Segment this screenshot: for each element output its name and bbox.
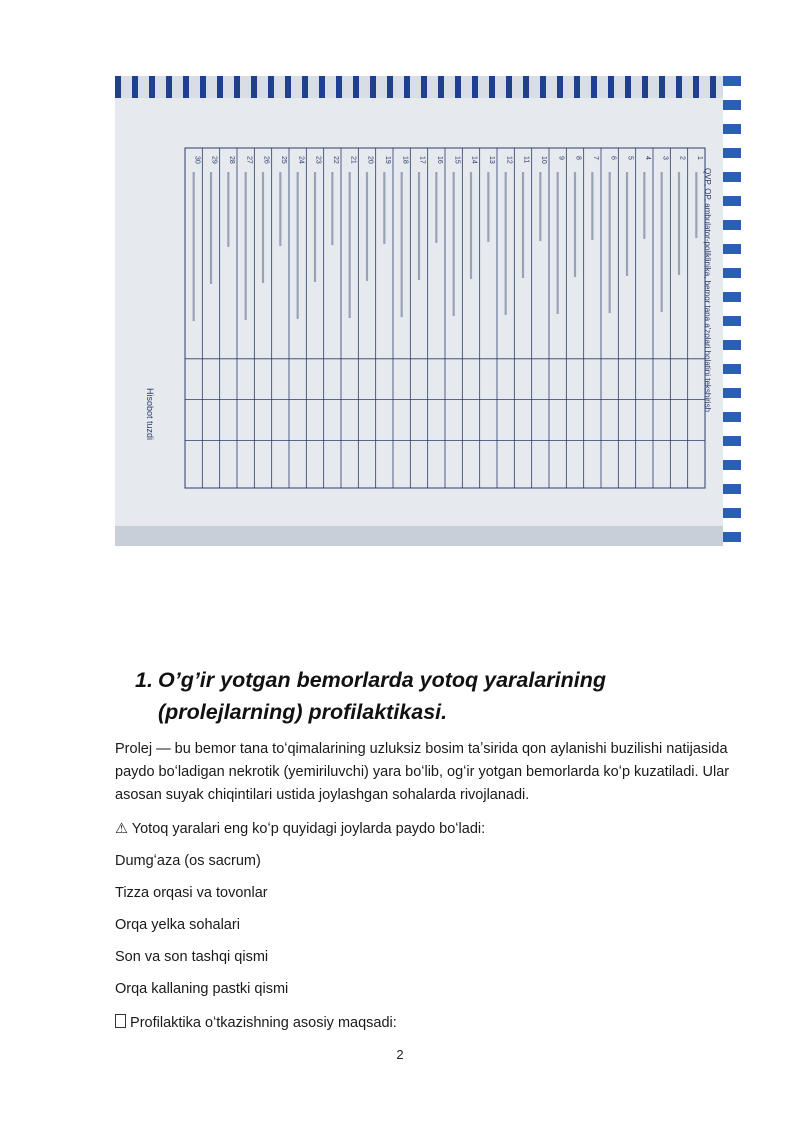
table-row-number: 20 bbox=[366, 156, 374, 164]
table-row-number: 27 bbox=[245, 156, 253, 164]
location-item: Tizza orqasi va tovonlar bbox=[115, 885, 268, 901]
heading-line-1: O’g’ir yotgan bemorlarda yotoq yaralarining bbox=[158, 668, 607, 692]
table-row-number: 8 bbox=[574, 156, 582, 160]
table-row-number: 28 bbox=[228, 156, 236, 164]
table-row-number: 10 bbox=[540, 156, 548, 164]
table-row-number: 7 bbox=[592, 156, 600, 160]
sheet-title: QVP, OP, ambulator-poliklinika, bemor tana a'zolari holatini tekshirish bbox=[703, 168, 712, 413]
table-row-number: 24 bbox=[297, 156, 305, 164]
table-row-number: 16 bbox=[436, 156, 444, 164]
notebook-paper bbox=[115, 96, 723, 526]
heading-line-2: (prolejlarning) profilaktikasi. bbox=[158, 700, 448, 724]
warning-line bbox=[115, 819, 485, 839]
table-row-number: 26 bbox=[262, 156, 270, 164]
table-row-number: 30 bbox=[193, 156, 201, 164]
heading-number: 1. bbox=[135, 668, 153, 692]
table-row-number: 29 bbox=[210, 156, 218, 164]
checklist-table bbox=[125, 108, 715, 513]
spiral-binding bbox=[115, 76, 723, 98]
warning-text: Yotoq yaralari eng koʻp quyidagi joylarda paydo boʻladi: bbox=[131, 821, 486, 837]
table-row-number: 12 bbox=[505, 156, 513, 164]
table-row-number: 13 bbox=[488, 156, 496, 164]
intro-paragraph: Prolej — bu bemor tana toʻqimalarining uzluksiz bosim taʼsirida qon aylanishi buzilishi natijasida paydo boʻladigan nekrotik (yemiriluvchi) yara boʻlib, ogʻir yotgan bemorlarda koʻp kuzatiladi. Ular asosan suyak chiqintilari ustida joylashgan sohalarda rivojlanadi. bbox=[115, 741, 730, 803]
page-number: 2 bbox=[396, 1047, 404, 1062]
table-row-number: 18 bbox=[401, 156, 409, 164]
table-row-number: 1 bbox=[696, 156, 704, 160]
section-heading bbox=[135, 664, 735, 728]
location-item: Dumgʻaza (os sacrum) bbox=[115, 853, 261, 869]
table-row-number: 21 bbox=[349, 156, 357, 164]
location-item: Son va son tashqi qismi bbox=[115, 949, 269, 965]
goal-text: Profilaktika oʻtkazishning asosiy maqsadi: bbox=[130, 1015, 397, 1031]
table-row-number: 14 bbox=[470, 156, 478, 164]
warning-icon: ⚠ bbox=[115, 821, 128, 837]
page-edge bbox=[723, 76, 741, 546]
table-row-number: 15 bbox=[453, 156, 461, 164]
table-row-number: 9 bbox=[557, 156, 565, 160]
notebook-photo bbox=[115, 76, 741, 546]
table-row-number: 2 bbox=[678, 156, 686, 160]
sheet-footer: Hisobot tuzdi bbox=[145, 388, 155, 441]
table-row-number: 23 bbox=[314, 156, 322, 164]
location-item: Orqa yelka sohalari bbox=[115, 917, 240, 933]
table-row-number: 5 bbox=[626, 156, 634, 160]
table-row-number: 11 bbox=[522, 156, 530, 164]
table-row-number: 19 bbox=[384, 156, 392, 164]
table-row-number: 25 bbox=[280, 156, 288, 164]
goal-line bbox=[115, 1013, 397, 1033]
table-row-number: 4 bbox=[644, 156, 652, 160]
missing-glyph-icon bbox=[115, 1014, 126, 1028]
table-row-number: 17 bbox=[418, 156, 426, 164]
table-row-number: 3 bbox=[661, 156, 669, 160]
location-item: Orqa kallaning pastki qismi bbox=[115, 981, 289, 997]
table-row-number: 6 bbox=[609, 156, 617, 160]
table-row-number: 22 bbox=[332, 156, 340, 164]
